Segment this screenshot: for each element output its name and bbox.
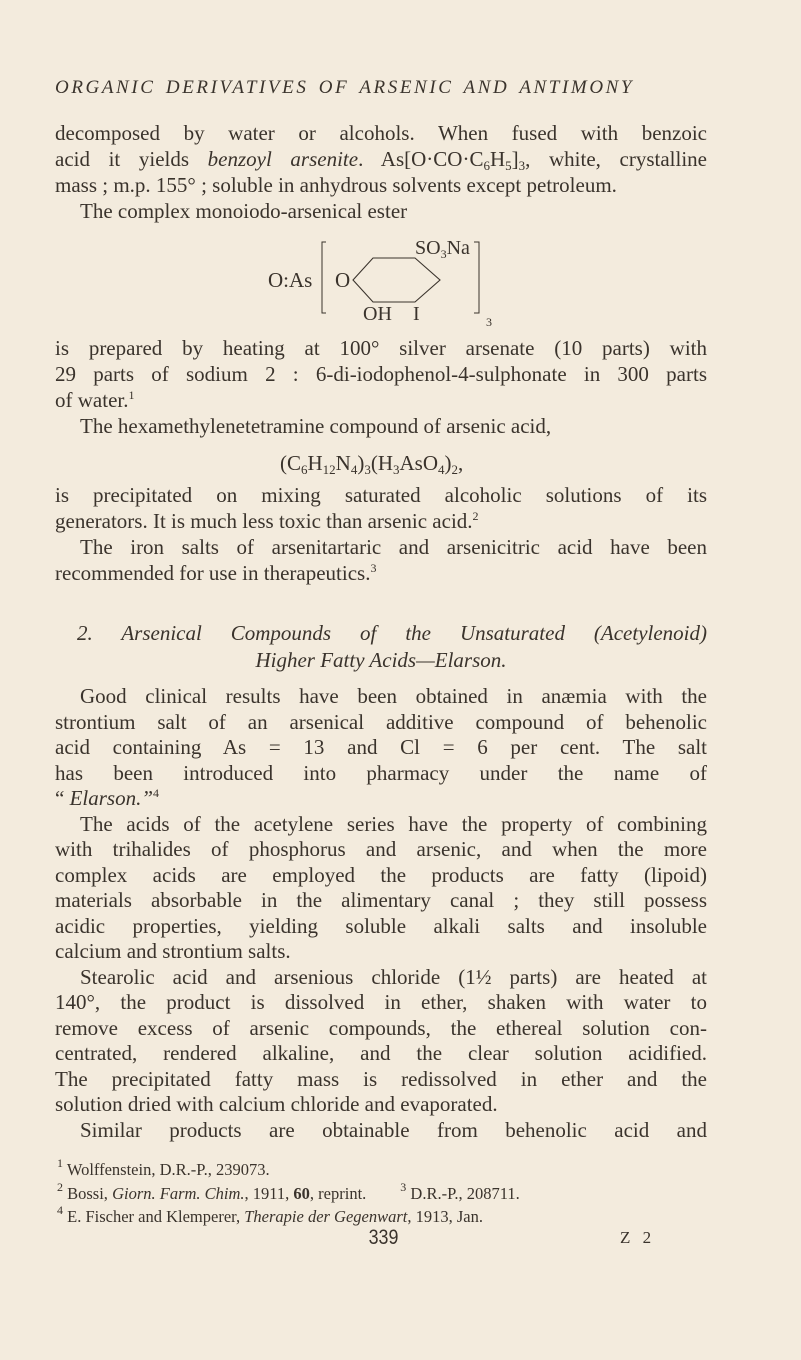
subscript: 3 bbox=[518, 158, 526, 173]
structure-multiplier: 3 bbox=[486, 315, 492, 329]
footnote-ref: 4 bbox=[153, 786, 160, 800]
text-line bbox=[55, 534, 707, 560]
text-line bbox=[55, 863, 707, 889]
text-segment: , 1911, bbox=[244, 1183, 294, 1203]
text-segment: acid containing As = 13 and Cl = 6 per cent. The salt bbox=[55, 735, 707, 759]
text-segment: (C bbox=[280, 451, 301, 475]
text-segment: E. Fischer and Klemperer, bbox=[63, 1207, 245, 1226]
text-line bbox=[55, 735, 707, 761]
signature-mark: Z 2 bbox=[620, 1228, 656, 1247]
text-segment: acidic properties, yielding soluble alkali salts and insoluble bbox=[55, 913, 707, 938]
text-segment: Bossi, bbox=[63, 1183, 113, 1203]
footnote-ref: 2 bbox=[57, 1179, 63, 1194]
subscript: 4 bbox=[438, 462, 445, 477]
text-segment: recommended for use in therapeutics. bbox=[55, 561, 371, 585]
text-segment: ] bbox=[511, 147, 519, 171]
iodine-atom: I bbox=[413, 303, 420, 325]
text-segment: The iron salts of arsenitartaric and arsenicitric acid have been bbox=[80, 535, 707, 559]
footnote bbox=[55, 1205, 707, 1229]
text-segment: The hexamethylenetetramine compound of arsenic acid, bbox=[80, 414, 552, 438]
footnote-ref: 2 bbox=[472, 509, 479, 523]
text-segment: “ bbox=[55, 786, 70, 810]
right-bracket bbox=[474, 242, 479, 313]
benzene-ring bbox=[353, 258, 440, 302]
text-segment: The complex monoiodo-arsenical ester bbox=[80, 199, 408, 223]
paragraph-precipitation bbox=[55, 482, 707, 534]
text-line bbox=[55, 560, 707, 586]
text-line bbox=[55, 361, 707, 387]
footnote bbox=[55, 1158, 707, 1182]
text-segment: centrated, rendered alkaline, and the clear solution acidified. bbox=[55, 1041, 707, 1065]
text-segment: is precipitated on mixing saturated alcoholic solutions of its bbox=[55, 483, 707, 507]
text-line bbox=[55, 888, 707, 914]
subscript: 3 bbox=[364, 462, 371, 477]
paragraph-monoiodo-ester bbox=[55, 198, 707, 224]
text-line bbox=[55, 387, 707, 413]
footnote-ref: 1 bbox=[128, 388, 135, 402]
text-segment: Good clinical results have been obtained in anæmia with the bbox=[80, 684, 707, 708]
italic-text: benzoyl arsenite bbox=[207, 147, 359, 171]
paragraph-benzoyl-arsenite bbox=[55, 120, 707, 198]
text-segment: has been introduced into pharmacy under the name of bbox=[55, 760, 707, 785]
text-line bbox=[55, 172, 707, 198]
text-segment: , bbox=[458, 451, 464, 475]
text-segment: Stearolic acid and arsenious chloride (1½ parts) are heated at bbox=[80, 964, 707, 989]
text-line bbox=[55, 761, 707, 787]
text-line bbox=[55, 965, 707, 991]
left-bracket bbox=[322, 242, 326, 313]
paragraph-clinical-results bbox=[55, 684, 707, 812]
italic-text: Therapie der Gegenwart bbox=[244, 1207, 408, 1226]
text-segment: solution dried with calcium chloride and evaporated. bbox=[55, 1092, 498, 1116]
text-line bbox=[55, 620, 707, 647]
text-line bbox=[55, 1067, 707, 1093]
text-segment: AsO bbox=[399, 451, 439, 475]
footnote-ref: 4 bbox=[57, 1203, 63, 1217]
text-segment: decomposed by water or alcohols. When fused with benzoic bbox=[55, 121, 707, 145]
text-line bbox=[55, 482, 707, 508]
text-line bbox=[55, 198, 707, 224]
text-segment: generators. It is much less toxic than arsenic acid. bbox=[55, 509, 473, 533]
sulphonate-group: $SO_3Na$ bbox=[415, 237, 470, 261]
text-line bbox=[55, 837, 707, 863]
text-segment: 140°, the product is dissolved in ether, shaken with water to bbox=[55, 990, 707, 1014]
paragraph-similar-products bbox=[55, 1118, 707, 1144]
text-line bbox=[55, 335, 707, 361]
text-line bbox=[55, 939, 707, 965]
footnote bbox=[55, 1179, 707, 1206]
subscript: 6 bbox=[483, 158, 490, 173]
text-segment: ) bbox=[444, 451, 452, 475]
text-line bbox=[55, 990, 707, 1016]
text-segment: H bbox=[489, 147, 506, 171]
text-segment: materials absorbable in the alimentary canal ; they still possess bbox=[55, 888, 707, 912]
text-segment: The precipitated fatty mass is redissolved in ether and the bbox=[55, 1066, 707, 1091]
text-segment: Similar products are obtainable from behenolic acid and bbox=[80, 1117, 707, 1142]
subscript: 12 bbox=[322, 462, 336, 477]
text-segment: , reprint. bbox=[309, 1183, 367, 1203]
subscript: 5 bbox=[505, 158, 512, 173]
subscript: 6 bbox=[301, 462, 308, 477]
paragraph-preparation bbox=[55, 335, 707, 413]
text-line bbox=[55, 647, 707, 674]
paragraph-acetylene-acids bbox=[55, 812, 707, 965]
text-segment: . As[O·CO·C bbox=[358, 147, 484, 171]
ring-oxygen: O bbox=[335, 268, 351, 292]
subscript: 2 bbox=[451, 462, 459, 477]
text-line bbox=[55, 508, 707, 534]
footnote-ref: 3 bbox=[370, 561, 377, 575]
chemical-formula bbox=[55, 450, 707, 476]
italic-text: Elarson.” bbox=[69, 786, 154, 810]
text-segment: H bbox=[307, 451, 323, 475]
italic-text: Giorn. Farm. Chim. bbox=[112, 1183, 245, 1203]
text-line bbox=[55, 1118, 707, 1144]
page-number: 339 bbox=[368, 1226, 399, 1249]
text-segment: Wolffenstein, D.R.-P., 239073. bbox=[63, 1160, 270, 1179]
text-line bbox=[55, 684, 707, 710]
text-segment: acid it yields bbox=[55, 147, 208, 171]
text-segment: , white, crystalline bbox=[525, 147, 707, 171]
subscript: 4 bbox=[350, 462, 358, 477]
text-line bbox=[55, 146, 707, 172]
text-segment: calcium and strontium salts. bbox=[55, 939, 291, 963]
text-line bbox=[55, 120, 707, 146]
text-segment: remove excess of arsenic compounds, the ethereal solution con- bbox=[55, 1015, 707, 1040]
text-segment: 29 parts of sodium 2 : 6-di-iodophenol-4-sulphonate in 300 parts bbox=[55, 362, 707, 386]
text-segment: N bbox=[335, 451, 351, 475]
text-segment: mass ; m.p. 155° ; soluble in anhydrous solvents except petroleum. bbox=[55, 173, 617, 197]
text-line bbox=[55, 786, 707, 812]
hydroxyl-group: OH bbox=[363, 303, 392, 325]
text-line bbox=[55, 914, 707, 940]
structure-prefix: O:As bbox=[268, 268, 313, 292]
bold-text: 60 bbox=[293, 1183, 310, 1203]
text-segment: is prepared by heating at 100° silver arsenate (10 parts) with bbox=[55, 336, 707, 360]
subscript: 3 bbox=[393, 462, 400, 477]
paragraph-iron-salts bbox=[55, 534, 707, 586]
text-segment: 2. Arsenical Compounds of the Unsaturated (Acetylenoid) bbox=[77, 621, 707, 645]
footnote-ref: 1 bbox=[57, 1156, 63, 1170]
text-segment: with trihalides of phosphorus and arsenic, and when the more bbox=[55, 837, 707, 861]
text-segment: ) bbox=[357, 451, 365, 475]
paragraph-stearolic-acid bbox=[55, 965, 707, 1118]
section-heading bbox=[55, 620, 707, 674]
text-line bbox=[55, 1092, 707, 1118]
text-segment: (H bbox=[370, 451, 394, 475]
text-segment: complex acids are employed the products are fatty (lipoid) bbox=[55, 862, 707, 887]
text-segment: D.R.-P., 208711. bbox=[406, 1183, 520, 1203]
text-segment: Higher Fatty Acids—Elarson. bbox=[255, 648, 507, 672]
text-segment: , 1913, Jan. bbox=[407, 1207, 484, 1226]
footnotes bbox=[55, 1158, 707, 1229]
text-line bbox=[55, 1041, 707, 1067]
text-line bbox=[55, 1016, 707, 1042]
text-line bbox=[55, 413, 707, 439]
text-segment: of water. bbox=[55, 388, 129, 412]
text-line bbox=[55, 710, 707, 736]
text-line bbox=[55, 450, 707, 476]
paragraph-hexamethylenetetramine bbox=[55, 413, 707, 439]
running-head: ORGANIC DERIVATIVES OF ARSENIC AND ANTIMONY bbox=[55, 77, 635, 98]
footnote-ref: 3 bbox=[400, 1179, 407, 1194]
text-segment: strontium salt of an arsenical additive compound of behenolic bbox=[55, 709, 707, 734]
text-segment: The acids of the acetylene series have the property of combining bbox=[80, 811, 707, 836]
text-line bbox=[55, 812, 707, 838]
